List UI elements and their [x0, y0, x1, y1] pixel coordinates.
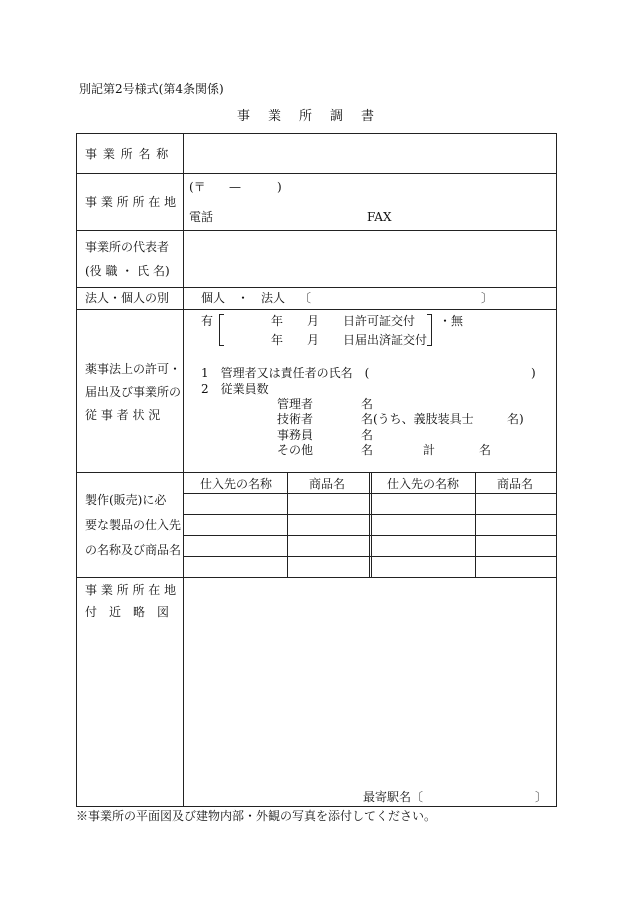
title-char: 所 [299, 109, 315, 124]
row-divider [77, 173, 557, 174]
license-staff-label-line2: 届出及び事業所の [85, 385, 182, 399]
representative-field[interactable] [185, 233, 555, 285]
staff-office-label: 事務員 [277, 428, 314, 442]
supplier-row-divider [183, 535, 557, 536]
staff-other-unit: 名 [361, 443, 374, 457]
supplier-col-divider [369, 472, 370, 577]
staff-engineer-detail-close: 名) [507, 412, 524, 426]
station-bracket-close: 〕 [535, 790, 548, 804]
right-bracket [427, 314, 432, 346]
title-char: 業 [268, 109, 284, 124]
nearest-station-label: 最寄駅名 [363, 790, 412, 804]
business-name-label: 事 業 所 名 称 [85, 147, 170, 161]
staff-total-label: 計 [423, 443, 436, 457]
address-label: 事 業 所 所 在 地 [85, 195, 177, 209]
license-issue-line: 年 月 日許可証交付 [271, 314, 416, 328]
fax-label: FAX [367, 210, 392, 224]
postal-close: ) [277, 180, 282, 194]
phone-label: 電話 [189, 210, 214, 224]
supplier-label-line2: 要な製品の仕入先 [85, 518, 182, 532]
entity-individual-option[interactable]: 個人 [201, 291, 226, 305]
staff-manager-unit: 名 [361, 397, 374, 411]
entity-type-label: 法人・個人の別 [85, 291, 170, 305]
row-divider [77, 230, 557, 231]
postal-dash: — [229, 180, 241, 194]
document-title [237, 110, 392, 123]
manager-name-close: ) [531, 366, 536, 380]
title-char: 書 [361, 109, 377, 124]
license-yes-option[interactable]: 有 [201, 314, 214, 328]
title-char: 事 [237, 109, 253, 124]
attachment-note: ※事業所の平面図及び建物内部・外観の写真を添付してください。 [76, 809, 437, 823]
product-col-header-2: 商品名 [497, 477, 534, 491]
staff-total-unit: 名 [479, 443, 492, 457]
entity-bracket-open: 〔 [299, 291, 312, 305]
supplier-row-divider [183, 493, 557, 494]
business-name-field[interactable] [185, 136, 555, 171]
entity-separator: ・ [237, 291, 250, 305]
staff-office-unit: 名 [361, 428, 374, 442]
representative-sublabel: (役 職 ・ 氏 名) [85, 264, 170, 278]
supplier-label: 製作(販売)に必 [85, 493, 167, 507]
postal-open: (〒 [189, 180, 206, 194]
staff-engineer-detail: 名(うち、義肢装具士 [361, 412, 474, 426]
entity-corporation-option[interactable]: 法人 [261, 291, 286, 305]
title-char: 調 [330, 109, 346, 124]
station-bracket-open: 〔 [411, 790, 424, 804]
supplier-col-divider [475, 472, 476, 577]
label-column-divider [183, 134, 184, 807]
supplier-col-header: 仕入先の名称 [200, 477, 273, 491]
form-number-label: 別記第2号様式(第4条関係) [79, 82, 224, 96]
row-divider [77, 309, 557, 310]
left-bracket [219, 314, 224, 346]
staff-engineer-label: 技術者 [277, 412, 314, 426]
representative-label: 事業所の代表者 [85, 240, 170, 254]
map-drawing-area[interactable] [185, 580, 555, 785]
license-staff-label-line3: 従 事 者 状 況 [85, 408, 161, 422]
staff-manager-label: 管理者 [277, 397, 314, 411]
manager-name-item: 1 管理者又は責任者の氏名 ( [201, 366, 370, 380]
license-staff-label: 薬事法上の許可・ [85, 362, 182, 376]
product-col-header: 商品名 [309, 477, 346, 491]
survey-form-table [76, 133, 557, 807]
row-divider [77, 577, 557, 578]
staff-other-label: その他 [277, 443, 314, 457]
map-label: 事 業 所 所 在 地 [85, 583, 177, 597]
map-sublabel: 付 近 略 図 [85, 605, 170, 619]
supplier-label-line3: の名称及び商品名 [85, 543, 182, 557]
notification-issue-line: 年 月 日届出済証交付 [271, 333, 428, 347]
supplier-col-divider [371, 472, 372, 577]
entity-bracket-close: 〕 [481, 291, 494, 305]
license-no-option[interactable]: ・無 [439, 314, 464, 328]
supplier-col-divider [287, 472, 288, 577]
supplier-row-divider [183, 514, 557, 515]
row-divider [77, 472, 557, 473]
row-divider [77, 287, 557, 288]
staff-count-item: 2 従業員数 [201, 382, 269, 396]
supplier-row-divider [183, 556, 557, 557]
supplier-col-header-2: 仕入先の名称 [387, 477, 460, 491]
